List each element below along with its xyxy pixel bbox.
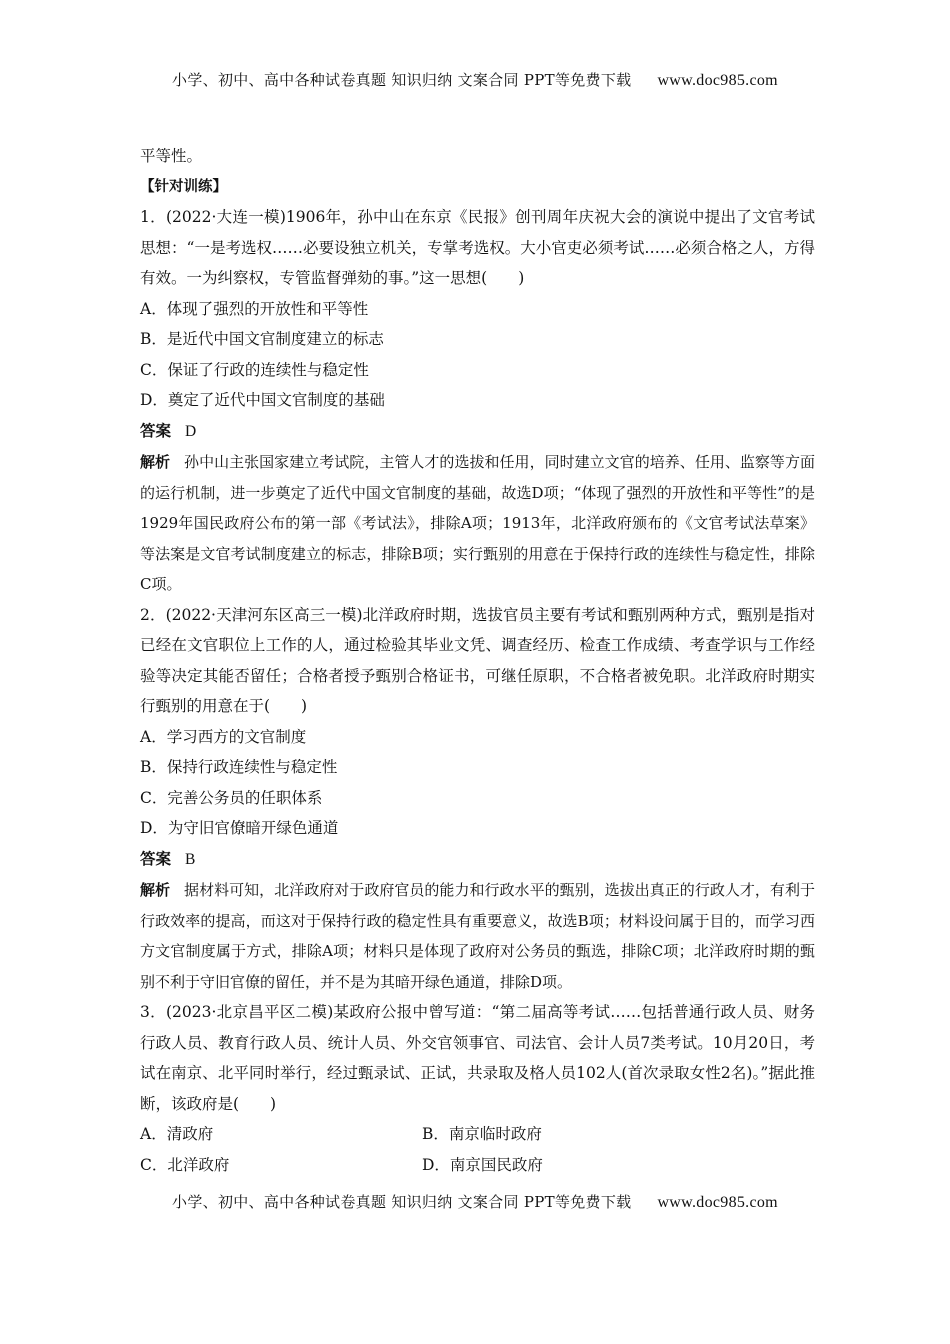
- option-c: C．完善公务员的任职体系: [140, 788, 323, 807]
- option-d: D．南京国民政府: [422, 1155, 543, 1174]
- lead-text: 平等性。: [140, 147, 203, 165]
- document-body: [140, 141, 815, 1180]
- answer-line: [140, 844, 815, 876]
- explanation-label: 解析: [140, 881, 171, 899]
- option-a: A．体现了强烈的开放性和平等性: [140, 299, 369, 318]
- answer-value: D: [185, 422, 197, 440]
- options-row-1: [140, 1119, 815, 1150]
- footer-url[interactable]: www.doc985.com: [657, 1194, 778, 1211]
- header-url[interactable]: www.doc985.com: [657, 72, 778, 89]
- explanation-text: 据材料可知，北洋政府对于政府官员的能力和行政水平的甄别，选拔出真正的行政人才，有利于行政效率的提高，而这对于保持行政的稳定性具有重要意义，故选B项；材料设问属于目的，而学习西方文官制度属于方式，排除A项；材料只是体现了政府对公务员的甄选，排除C项；北洋政府时期的甄别不利于守旧官僚的留任，并不是为其暗开绿色通道，排除D项。: [140, 881, 815, 991]
- question-stem: 2．(2022·天津河东区高三一模)北洋政府时期，选拔官员主要有考试和甄别两种方式，甄别是指对已经在文官职位上工作的人，通过检验其毕业文凭、调查经历、检查工作成绩、考查学识与工作经验等决定其能否留任；合格者授予甄别合格证书，可继任原职，不合格者被免职。北洋政府时期实行甄别的用意在于( ): [140, 605, 815, 715]
- footer-text: 小学、初中、高中各种试卷真题 知识归纳 文案合同 PPT等免费下载: [172, 1193, 632, 1211]
- answer-value: B: [185, 850, 196, 868]
- page-header: [0, 69, 950, 90]
- answer-line: [140, 416, 815, 448]
- question-stem: 1．(2022·大连一模)1906年，孙中山在东京《民报》创刊周年庆祝大会的演说中提出了文官考试思想：“一是考选权……必要设独立机关，专掌考选权。大小官吏必须考试……必须合格之人，方得有效。一为纠察权，专管监督弹劾的事。”这一思想( ): [140, 208, 815, 287]
- answer-label: 答案: [140, 849, 172, 868]
- explanation: [140, 447, 815, 600]
- option-c: C．保证了行政的连续性与稳定性: [140, 360, 369, 379]
- explanation-label: 解析: [140, 453, 171, 471]
- option-a: A．学习西方的文官制度: [140, 727, 307, 746]
- question-stem: 3．(2023·北京昌平区二模)某政府公报中曾写道：“第二届高等考试……包括普通行政人员、财务行政人员、教育行政人员、统计人员、外交官领事官、司法官、会计人员7类考试。10月20日，考试在南京、北平同时举行，经过甄录试、正试，共录取及格人员102人(首次录取女性2名)。”据此推断，该政府是( ): [140, 1003, 815, 1113]
- option-b: B．是近代中国文官制度建立的标志: [140, 330, 384, 348]
- header-text: 小学、初中、高中各种试卷真题 知识归纳 文案合同 PPT等免费下载: [172, 71, 632, 89]
- question-2: [140, 600, 815, 998]
- option-a: A．清政府: [140, 1125, 214, 1143]
- option-b: B．南京临时政府: [422, 1125, 542, 1143]
- question-3: [140, 997, 815, 1180]
- option-b: B．保持行政连续性与稳定性: [140, 758, 338, 776]
- section-title: 【针对训练】: [140, 178, 227, 195]
- explanation: [140, 875, 815, 997]
- explanation-text: 孙中山主张国家建立考试院，主管人才的选拔和任用，同时建立文官的培养、任用、监察等方面的运行机制，进一步奠定了近代中国文官制度的基础，故选D项；“体现了强烈的开放性和平等性”的是1929年国民政府公布的第一部《考试法》，排除A项；1913年，北洋政府颁布的《文官考试法草案》等法案是文官考试制度建立的标志，排除B项；实行甄别的用意在于保持行政的连续性与稳定性，排除C项。: [140, 453, 815, 593]
- option-d: D．为守旧官僚暗开绿色通道: [140, 819, 339, 837]
- option-c: C．北洋政府: [140, 1155, 230, 1174]
- page-footer: [0, 1191, 950, 1212]
- question-1: [140, 202, 815, 600]
- options-row-2: [140, 1150, 815, 1181]
- option-d: D．奠定了近代中国文官制度的基础: [140, 391, 385, 409]
- answer-label: 答案: [140, 421, 172, 440]
